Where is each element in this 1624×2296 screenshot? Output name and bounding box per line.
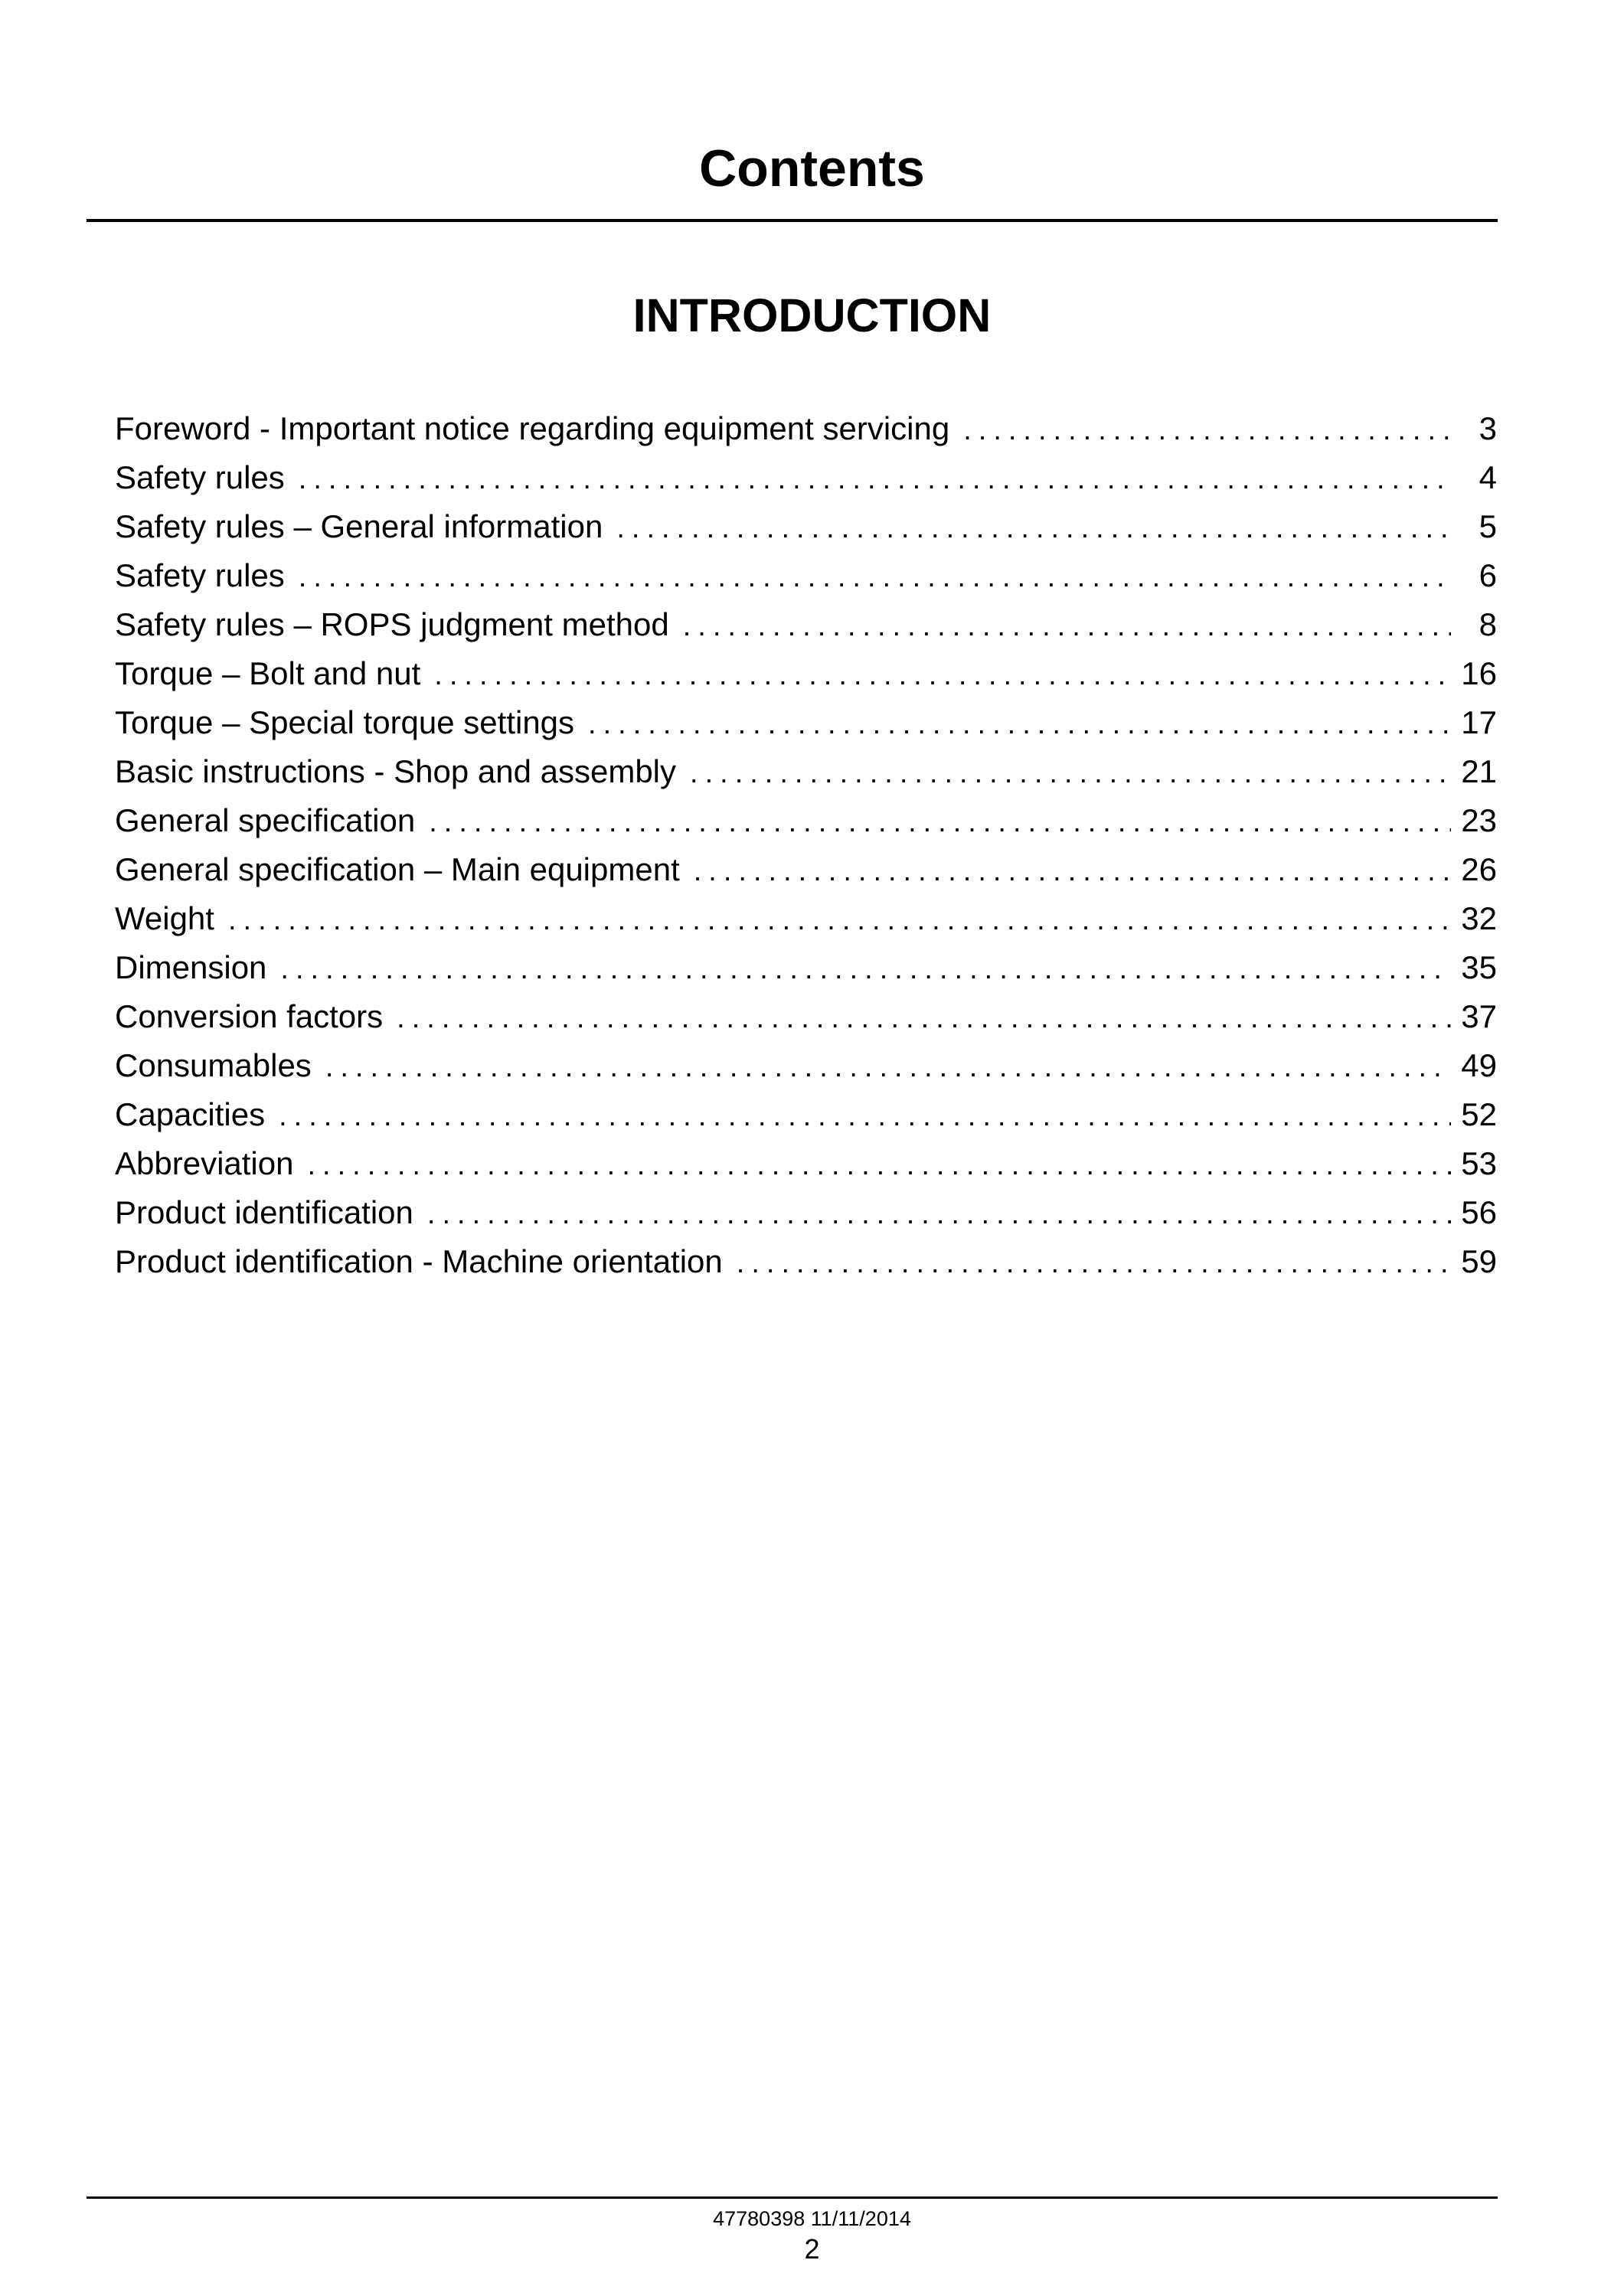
toc-entry-page: 49 [1461,1047,1497,1083]
toc-dot-leader [737,1239,1451,1288]
toc-entry[interactable] [115,1090,1497,1139]
toc-dot-leader [616,504,1451,553]
toc-entry-page: 26 [1461,851,1497,887]
toc-entry-page: 21 [1461,753,1497,789]
toc-entry-page: 35 [1461,949,1497,985]
toc-dot-leader [280,945,1451,994]
toc-entry-title: General specification [115,802,416,838]
toc-dot-leader [228,896,1451,945]
toc-dot-leader [299,553,1451,602]
toc-entry-page: 56 [1461,1194,1497,1230]
footer-document-id: 47780398 11/11/2014 [713,2207,911,2230]
toc-dot-leader [963,406,1451,455]
toc-entry-page: 32 [1461,900,1497,936]
footer-divider [87,2196,1498,2199]
toc-entry-page: 8 [1479,606,1497,642]
toc-entry-title: Basic instructions - Shop and assembly [115,753,677,789]
toc-entry-page: 17 [1461,704,1497,740]
toc-entry-title: Torque – Special torque settings [115,704,575,740]
toc-entry-title: Product identification [115,1194,413,1230]
toc-entry[interactable] [115,649,1497,698]
toc-entry[interactable] [115,992,1497,1041]
toc-dot-leader [325,1043,1451,1092]
toc-dot-leader [683,602,1451,651]
toc-entry-page: 37 [1461,998,1497,1034]
toc-entry[interactable] [115,894,1497,943]
toc-entry-title: Safety rules – General information [115,508,603,544]
toc-dot-leader [307,1141,1451,1190]
toc-entry-page: 59 [1461,1243,1497,1279]
toc-entry[interactable] [115,1139,1497,1188]
toc-entry[interactable] [115,943,1497,992]
toc-entry-page: 6 [1479,557,1497,593]
toc-entry-title: Capacities [115,1096,266,1132]
toc-entry-page: 5 [1479,508,1497,544]
toc-entry-title: Weight [115,900,214,936]
toc-dot-leader [434,651,1451,700]
toc-entry-title: Safety rules [115,557,285,593]
toc-entry-title: General specification – Main equipment [115,851,680,887]
toc-entry-page: 16 [1461,655,1497,691]
toc-entry[interactable] [115,453,1497,502]
toc-entry[interactable] [115,502,1497,551]
toc-entry[interactable] [115,600,1497,649]
toc-dot-leader [588,700,1451,749]
toc-entry-page: 3 [1479,410,1497,446]
toc-dot-leader [690,749,1451,798]
toc-entry-title: Abbreviation [115,1145,294,1181]
toc-dot-leader [427,1190,1451,1239]
toc-entry[interactable] [115,404,1497,453]
toc-entry-title: Foreword - Important notice regarding equipment servicing [115,410,950,446]
toc-dot-leader [299,455,1451,504]
table-of-contents [115,404,1497,1286]
toc-entry[interactable] [115,747,1497,796]
toc-entry-title: Conversion factors [115,998,384,1034]
toc-entry[interactable] [115,551,1497,600]
toc-entry-title: Safety rules [115,459,285,495]
footer-page-number: 2 [804,2233,820,2265]
toc-dot-leader [429,798,1451,847]
toc-entry-page: 23 [1461,802,1497,838]
toc-entry-title: Safety rules – ROPS judgment method [115,606,669,642]
toc-entry-title: Torque – Bolt and nut [115,655,421,691]
header-divider [87,219,1498,222]
toc-dot-leader [397,994,1451,1043]
toc-dot-leader [694,847,1451,896]
toc-entry-page: 52 [1461,1096,1497,1132]
toc-entry[interactable] [115,1237,1497,1286]
toc-entry-page: 4 [1479,459,1497,495]
toc-entry[interactable] [115,1041,1497,1090]
toc-entry[interactable] [115,845,1497,894]
toc-entry[interactable] [115,1188,1497,1237]
toc-entry-title: Product identification - Machine orientation [115,1243,723,1279]
section-title: INTRODUCTION [632,289,992,341]
page-title: Contents [699,139,925,198]
toc-dot-leader [279,1092,1451,1141]
toc-entry[interactable] [115,796,1497,845]
toc-entry-title: Consumables [115,1047,312,1083]
toc-entry-page: 53 [1461,1145,1497,1181]
toc-entry[interactable] [115,698,1497,747]
toc-entry-title: Dimension [115,949,267,985]
